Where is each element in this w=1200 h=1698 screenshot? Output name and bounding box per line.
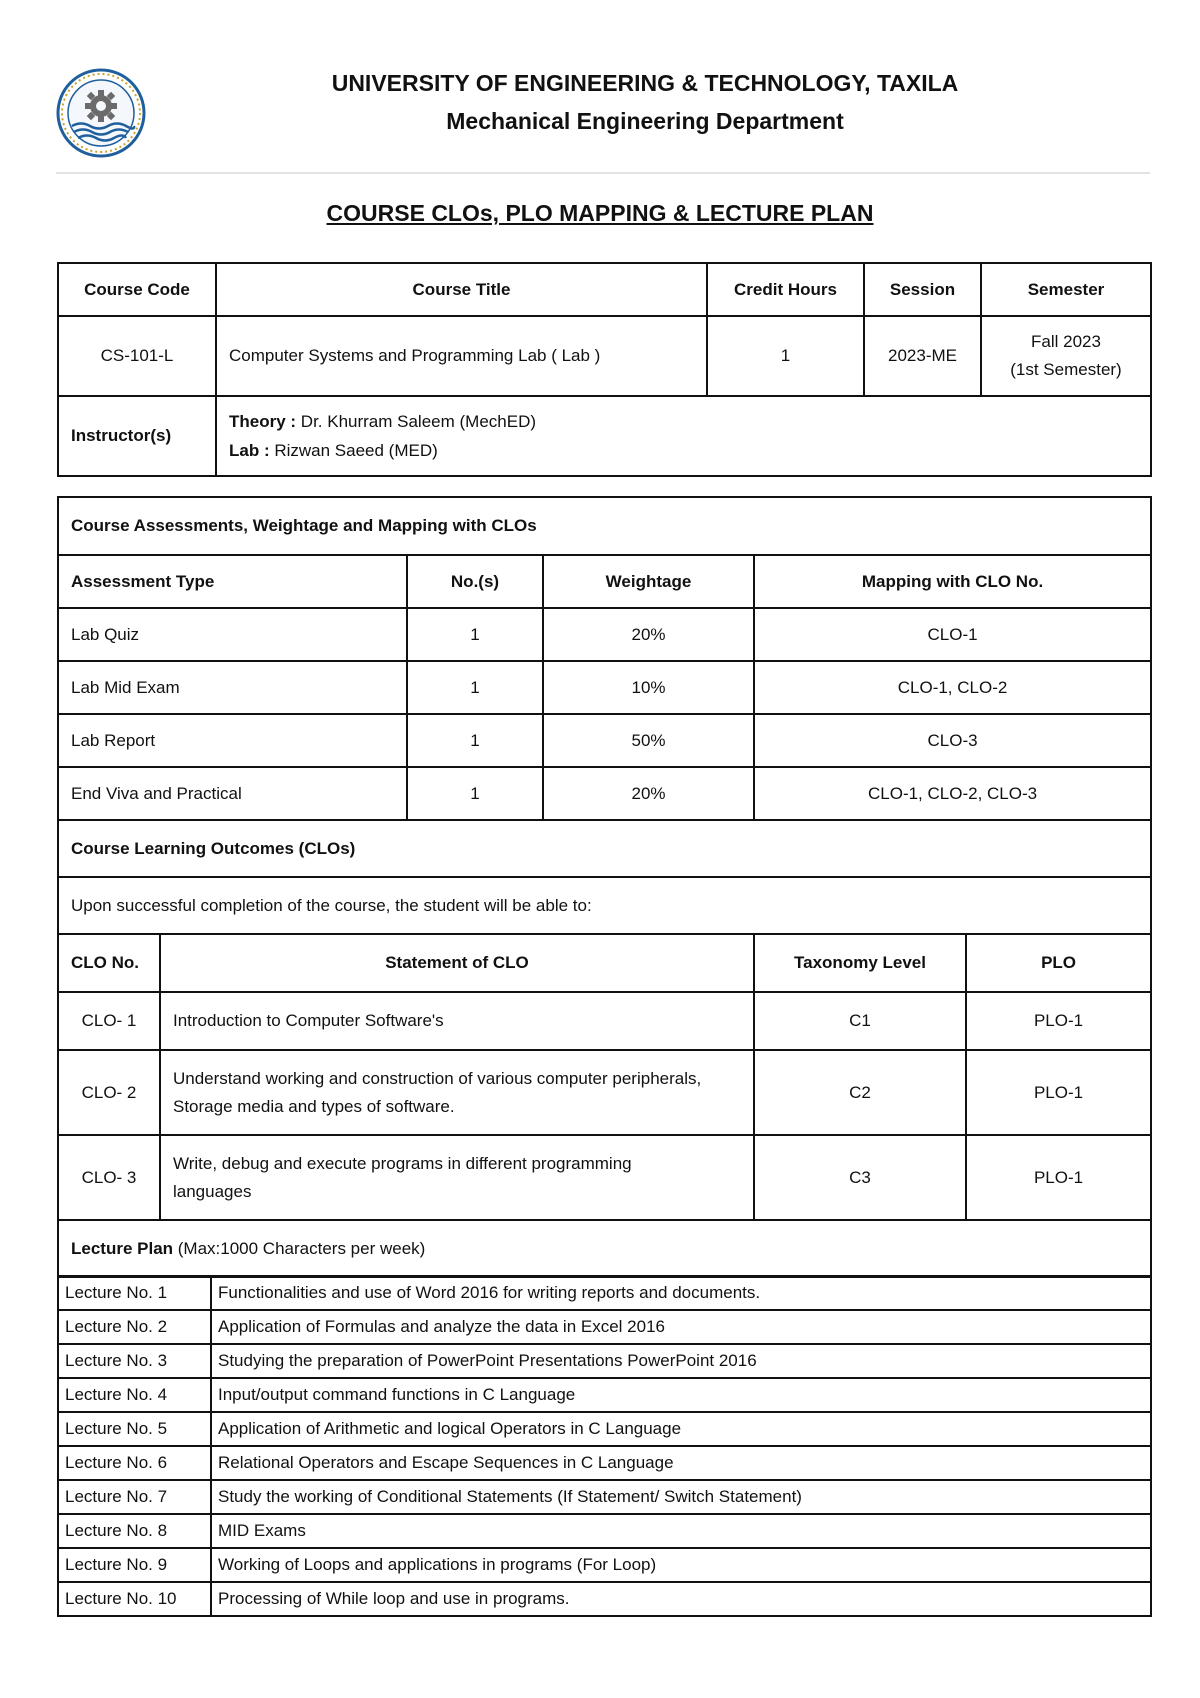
header-clo-no: CLO No. bbox=[58, 934, 160, 992]
course-title: Computer Systems and Programming Lab ( Lab ) bbox=[216, 316, 707, 396]
assessment-count: 1 bbox=[407, 608, 543, 661]
lecture-topic: MID Exams bbox=[211, 1514, 1151, 1548]
credit-hours: 1 bbox=[707, 316, 864, 396]
assessment-section-title: Course Assessments, Weightage and Mapping with CLOs bbox=[58, 497, 1151, 555]
lecture-topic: Studying the preparation of PowerPoint Presentations PowerPoint 2016 bbox=[211, 1344, 1151, 1378]
lecture-number: Lecture No. 4 bbox=[58, 1378, 211, 1412]
lecture-topic: Input/output command functions in C Language bbox=[211, 1378, 1151, 1412]
assessment-clo: CLO-1 bbox=[754, 608, 1151, 661]
assessment-type: Lab Quiz bbox=[58, 608, 407, 661]
lecture-topic: Study the working of Conditional Statements (If Statement/ Switch Statement) bbox=[211, 1480, 1151, 1514]
table-row bbox=[58, 608, 1151, 661]
lecture-row bbox=[58, 1582, 1151, 1616]
lecture-topic: Functionalities and use of Word 2016 for writing reports and documents. bbox=[211, 1276, 1151, 1310]
lecture-number: Lecture No. 8 bbox=[58, 1514, 211, 1548]
assessment-count: 1 bbox=[407, 661, 543, 714]
header-semester: Semester bbox=[981, 263, 1151, 316]
header-assessment-type: Assessment Type bbox=[58, 555, 407, 608]
header-session: Session bbox=[864, 263, 981, 316]
course-info-table bbox=[57, 262, 1152, 477]
table-row bbox=[58, 1135, 1151, 1220]
assessment-weight: 20% bbox=[543, 767, 754, 820]
university-name: UNIVERSITY OF ENGINEERING & TECHNOLOGY, TAXILA bbox=[331, 70, 959, 96]
assessment-clo: CLO-3 bbox=[754, 714, 1151, 767]
table-row bbox=[58, 1050, 1151, 1135]
clo-number: CLO- 2 bbox=[58, 1050, 160, 1135]
table-row bbox=[58, 992, 1151, 1050]
session: 2023-ME bbox=[864, 316, 981, 396]
lab-value: Rizwan Saeed (MED) bbox=[269, 441, 438, 460]
clo-statement: Introduction to Computer Software's bbox=[160, 992, 754, 1050]
theory-instructor bbox=[229, 407, 1138, 436]
clo-level: C3 bbox=[754, 1135, 966, 1220]
assessment-clo-table bbox=[57, 496, 1152, 1278]
table-row bbox=[58, 661, 1151, 714]
table-row bbox=[58, 714, 1151, 767]
clo-intro: Upon successful completion of the course, the student will be able to: bbox=[58, 877, 1151, 934]
lab-label: Lab : bbox=[229, 441, 270, 460]
header-divider bbox=[56, 172, 1150, 174]
semester-number: (1st Semester) bbox=[1010, 360, 1122, 379]
lecture-number: Lecture No. 10 bbox=[58, 1582, 211, 1616]
header-clo-statement: Statement of CLO bbox=[160, 934, 754, 992]
theory-label: Theory : bbox=[229, 412, 297, 431]
lecture-topic: Working of Loops and applications in programs (For Loop) bbox=[211, 1548, 1151, 1582]
clo-number: CLO- 3 bbox=[58, 1135, 160, 1220]
clo-plo: PLO-1 bbox=[966, 1050, 1151, 1135]
header-taxonomy-level: Taxonomy Level bbox=[754, 934, 966, 992]
assessment-type: Lab Mid Exam bbox=[58, 661, 407, 714]
assessment-type: End Viva and Practical bbox=[58, 767, 407, 820]
lecture-number: Lecture No. 6 bbox=[58, 1446, 211, 1480]
lecture-row bbox=[58, 1344, 1151, 1378]
lecture-topic: Processing of While loop and use in programs. bbox=[211, 1582, 1151, 1616]
lecture-row bbox=[58, 1378, 1151, 1412]
clo-section-title: Course Learning Outcomes (CLOs) bbox=[58, 820, 1151, 877]
lecture-topic: Application of Arithmetic and logical Operators in C Language bbox=[211, 1412, 1151, 1446]
semester bbox=[981, 316, 1151, 396]
table-row bbox=[58, 767, 1151, 820]
assessment-clo: CLO-1, CLO-2 bbox=[754, 661, 1151, 714]
clo-statement: Understand working and construction of various computer peripherals, Storage media and types of software. bbox=[160, 1050, 754, 1135]
lecture-row bbox=[58, 1310, 1151, 1344]
lecture-topic: Application of Formulas and analyze the data in Excel 2016 bbox=[211, 1310, 1151, 1344]
department-name: Mechanical Engineering Department bbox=[446, 108, 844, 134]
lecture-number: Lecture No. 1 bbox=[58, 1276, 211, 1310]
lecture-plan-subtitle: (Max:1000 Characters per week) bbox=[173, 1238, 426, 1258]
lecture-number: Lecture No. 7 bbox=[58, 1480, 211, 1514]
header-plo: PLO bbox=[966, 934, 1151, 992]
theory-value: Dr. Khurram Saleem (MechED) bbox=[296, 412, 537, 431]
lecture-number: Lecture No. 2 bbox=[58, 1310, 211, 1344]
lecture-number: Lecture No. 3 bbox=[58, 1344, 211, 1378]
header-credit-hours: Credit Hours bbox=[707, 263, 864, 316]
assessment-clo: CLO-1, CLO-2, CLO-3 bbox=[754, 767, 1151, 820]
assessment-type: Lab Report bbox=[58, 714, 407, 767]
header-course-title: Course Title bbox=[216, 263, 707, 316]
clo-plo: PLO-1 bbox=[966, 992, 1151, 1050]
assessment-count: 1 bbox=[407, 714, 543, 767]
header-count: No.(s) bbox=[407, 555, 543, 608]
instructor-label: Instructor(s) bbox=[58, 396, 216, 476]
clo-level: C1 bbox=[754, 992, 966, 1050]
clo-statement: Write, debug and execute programs in different programming languages bbox=[160, 1135, 754, 1220]
header-weightage: Weightage bbox=[543, 555, 754, 608]
lecture-row bbox=[58, 1412, 1151, 1446]
clo-level: C2 bbox=[754, 1050, 966, 1135]
header-course-code: Course Code bbox=[58, 263, 216, 316]
course-code: CS-101-L bbox=[58, 316, 216, 396]
lecture-row bbox=[58, 1514, 1151, 1548]
clo-plo: PLO-1 bbox=[966, 1135, 1151, 1220]
assessment-count: 1 bbox=[407, 767, 543, 820]
lab-instructor bbox=[229, 436, 1138, 465]
document-title: COURSE CLOs, PLO MAPPING & LECTURE PLAN bbox=[326, 200, 874, 226]
lecture-row bbox=[58, 1480, 1151, 1514]
assessment-weight: 50% bbox=[543, 714, 754, 767]
lecture-number: Lecture No. 5 bbox=[58, 1412, 211, 1446]
header-mapping: Mapping with CLO No. bbox=[754, 555, 1151, 608]
assessment-weight: 20% bbox=[543, 608, 754, 661]
lecture-topic: Relational Operators and Escape Sequences in C Language bbox=[211, 1446, 1151, 1480]
lecture-plan-table bbox=[57, 1275, 1152, 1617]
lecture-plan-heading bbox=[58, 1220, 1151, 1277]
lecture-number: Lecture No. 9 bbox=[58, 1548, 211, 1582]
lecture-plan-title: Lecture Plan bbox=[71, 1238, 174, 1258]
lecture-row bbox=[58, 1446, 1151, 1480]
semester-term: Fall 2023 bbox=[1031, 332, 1101, 351]
clo-number: CLO- 1 bbox=[58, 992, 160, 1050]
lecture-row bbox=[58, 1548, 1151, 1582]
lecture-row bbox=[58, 1276, 1151, 1310]
assessment-weight: 10% bbox=[543, 661, 754, 714]
instructor-details bbox=[216, 396, 1151, 476]
